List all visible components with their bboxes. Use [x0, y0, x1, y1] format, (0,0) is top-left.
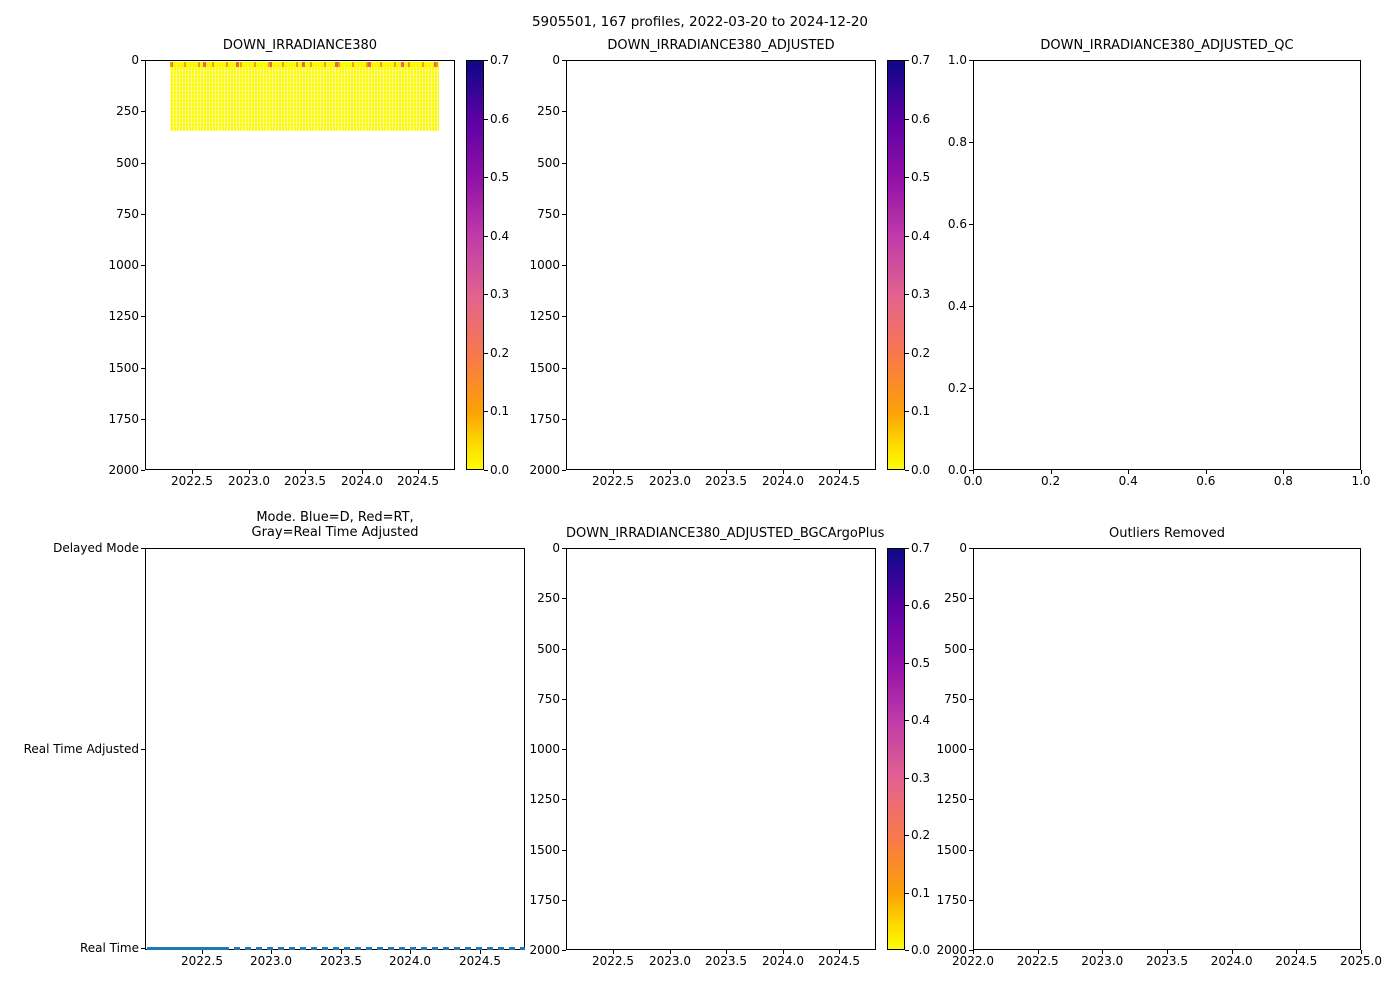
x-tick-label: 2024.0: [762, 954, 804, 968]
colorbar: [887, 548, 905, 950]
colorbar-tick-label: 0.0: [911, 943, 931, 957]
y-tick-label: 500: [537, 641, 560, 656]
y-tick-label: 1750: [529, 892, 560, 907]
panel-title: DOWN_IRRADIANCE380_ADJUSTED_BGCArgoPlus: [566, 526, 885, 541]
x-tick-label: 2022.0: [952, 954, 994, 968]
axes-area: [973, 60, 1361, 470]
y-tick-label: 1500: [529, 842, 560, 857]
colorbar-tick-label: 0.7: [911, 541, 931, 555]
y-tick-label: 250: [116, 104, 139, 119]
panel-down-irradiance380-adjusted: [529, 38, 876, 488]
x-tick-label: 2023.0: [1081, 954, 1124, 968]
heatmap-data: [170, 65, 439, 131]
x-tick-label: 0.2: [1041, 474, 1061, 488]
y-tick-label: 0.4: [947, 299, 967, 313]
heatmap-surface-highvalues: [170, 62, 439, 67]
colorbar-tick-label: 0.3: [490, 287, 510, 302]
colorbar-tick-label: 0.6: [911, 598, 931, 613]
colorbar-tick-label: 0.1: [911, 885, 931, 900]
colorbar-tick-label: 0.7: [911, 53, 931, 67]
panel-adjusted-qc: [947, 38, 1371, 488]
x-tick-label: 0.0: [963, 474, 983, 488]
y-tick-label: 1000: [529, 258, 560, 272]
x-tick-label: 1.0: [1351, 474, 1371, 488]
y-tick-label: 1250: [936, 792, 967, 807]
colorbar-tick-label: 0.4: [911, 228, 931, 243]
x-tick-label: 2022.5: [181, 954, 223, 968]
x-tick-label: 2025.0: [1340, 954, 1382, 968]
x-tick-label: 2023.0: [250, 954, 292, 968]
x-tick-label: 2024.0: [762, 474, 804, 488]
panel-title: DOWN_IRRADIANCE380_ADJUSTED_QC: [1040, 38, 1294, 53]
panel-down-irradiance380: [108, 38, 455, 488]
y-tick-label: 750: [116, 206, 139, 221]
colorbar-tick-label: 0.2: [490, 345, 510, 360]
y-tick-label: 1000: [936, 742, 967, 756]
x-tick-label: 0.6: [1196, 474, 1216, 488]
y-tick-label: 750: [944, 691, 967, 706]
colorbar-tick-label: 0.6: [490, 111, 510, 126]
y-tick-label: 1500: [108, 360, 139, 375]
x-tick-label: 2024.5: [397, 474, 439, 488]
y-tick-label: 1250: [529, 309, 560, 324]
colorbar-tick-label: 0.7: [490, 53, 510, 67]
y-tick-label: 500: [116, 155, 139, 170]
x-tick-label: 2023.5: [705, 474, 747, 488]
axes-area: [973, 548, 1361, 950]
y-tick-label: 0: [959, 541, 967, 555]
panel-title: DOWN_IRRADIANCE380: [222, 38, 378, 53]
x-tick-label: 2022.5: [592, 954, 634, 968]
x-tick-label: 2023.5: [705, 954, 747, 968]
colorbar-tick-label: 0.5: [490, 170, 510, 185]
y-tick-label: 0: [131, 53, 139, 67]
mode-series-line: [147, 947, 223, 950]
y-tick-label: 1.0: [947, 53, 967, 67]
y-tick-label: 250: [944, 591, 967, 606]
x-tick-label: 2023.5: [320, 954, 362, 968]
y-tick-label: 500: [944, 641, 967, 656]
y-tick-label: 1500: [529, 360, 560, 375]
x-tick-label: 2024.5: [1275, 954, 1318, 968]
colorbar-panel-2: [887, 53, 947, 477]
x-tick-label: 2022.5: [592, 474, 634, 488]
axes-area: [145, 548, 525, 950]
axes-area: [145, 60, 455, 470]
colorbar-tick-label: 0.5: [911, 655, 931, 670]
panel-title: Outliers Removed: [1108, 526, 1226, 541]
panel-mode: [23, 510, 525, 968]
x-tick-label: 2024.0: [1210, 954, 1253, 968]
y-tick-label: 1750: [936, 892, 967, 907]
colorbar-tick-label: 0.2: [911, 345, 931, 360]
x-tick-label: 0.8: [1273, 474, 1293, 488]
y-tick-label: 0: [552, 53, 560, 67]
y-tick-label: 2000: [108, 463, 139, 477]
x-tick-label: 2024.0: [389, 954, 431, 968]
y-tick-label: 1750: [529, 411, 560, 426]
x-tick-label: 2023.5: [284, 474, 326, 488]
colorbar: [887, 60, 905, 470]
colorbar: [466, 60, 484, 470]
y-tick-label: 0.2: [947, 381, 967, 395]
panel-title: [145, 511, 525, 541]
y-tick-label: 1250: [529, 792, 560, 807]
x-tick-label: 2023.0: [228, 474, 270, 488]
x-tick-label: 2023.0: [649, 954, 691, 968]
axes-area: [566, 60, 876, 470]
x-tick-label: 0.4: [1118, 474, 1138, 488]
colorbar-tick-label: 0.6: [911, 111, 931, 126]
y-tick-label: 2000: [529, 943, 560, 957]
colorbar-tick-label: 0.1: [911, 404, 931, 419]
panel-outliers-removed: [936, 526, 1382, 968]
x-tick-label: 2024.5: [818, 954, 860, 968]
y-tick-label: 0.0: [947, 463, 967, 477]
colorbar-panel-1: [466, 53, 526, 477]
y-tick-label: 2000: [936, 943, 967, 957]
colorbar-tick-label: 0.4: [911, 713, 931, 728]
y-tick-label: 1500: [936, 842, 967, 857]
y-tick-label: 250: [537, 104, 560, 119]
y-tick-label: 750: [537, 206, 560, 221]
y-tick-label: 500: [537, 155, 560, 170]
x-tick-label: 2022.5: [171, 474, 213, 488]
colorbar-tick-label: 0.1: [490, 404, 510, 419]
colorbar-tick-label: 0.0: [911, 463, 931, 477]
y-tick-label: 1000: [108, 258, 139, 272]
axes-area: [566, 548, 876, 950]
colorbar-tick-label: 0.3: [911, 770, 931, 785]
panel-bgcargoplus: [529, 526, 885, 968]
colorbar-tick-label: 0.0: [490, 463, 510, 477]
x-tick-label: 2022.5: [1016, 954, 1059, 968]
x-tick-label: 2024.5: [818, 474, 860, 488]
colorbar-tick-label: 0.5: [911, 170, 931, 185]
y-tick-label: 250: [537, 591, 560, 606]
panel-title-line1: Mode. Blue=D, Red=RT,: [256, 510, 414, 525]
panel-title-line2: Gray=Real Time Adjusted: [251, 524, 419, 540]
colorbar-tick-label: 0.3: [911, 287, 931, 302]
x-tick-label: 2023.0: [649, 474, 691, 488]
y-tick-label: Real Time Adjusted: [23, 742, 139, 756]
y-tick-label: Delayed Mode: [53, 541, 139, 555]
colorbar-tick-label: 0.2: [911, 828, 931, 843]
y-tick-label: 0.6: [947, 217, 967, 231]
x-tick-label: 2024.0: [341, 474, 383, 488]
y-tick-label: Real Time: [79, 941, 139, 955]
x-tick-label: 2024.5: [459, 954, 501, 968]
y-tick-label: 1750: [108, 411, 139, 426]
y-tick-label: 1250: [108, 309, 139, 324]
panel-title: DOWN_IRRADIANCE380_ADJUSTED: [607, 38, 835, 53]
y-tick-label: 0.8: [947, 135, 967, 149]
x-tick-label: 2023.5: [1146, 954, 1188, 968]
y-tick-label: 750: [537, 691, 560, 706]
colorbar-tick-label: 0.4: [490, 228, 510, 243]
y-tick-label: 1000: [529, 742, 560, 756]
y-tick-label: 0: [552, 541, 560, 555]
figure-suptitle: 5905501, 167 profiles, 2022-03-20 to 2024-12-20: [531, 14, 869, 30]
y-tick-label: 2000: [529, 463, 560, 477]
